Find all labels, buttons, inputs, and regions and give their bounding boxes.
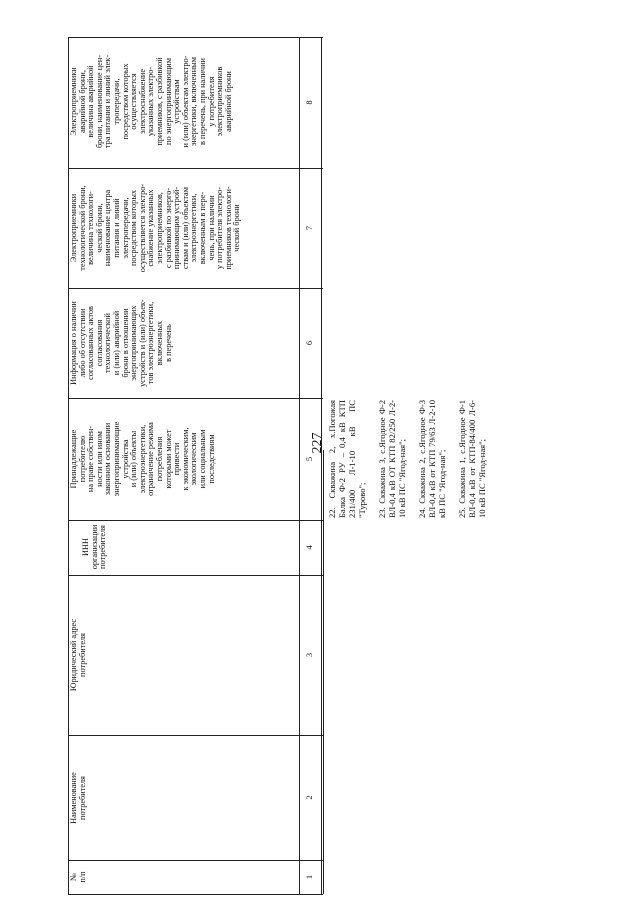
header-col-1: № п/п: [69, 871, 87, 883]
col-border-3-2: [68, 735, 323, 736]
header-row-divider: [299, 37, 300, 894]
column-number-5: 5: [304, 456, 314, 462]
list-item: 23. Скважина 3, с.Ягодное Ф-2 ВЛ-0,4 кВ ОТ КТП 82/250 Л-2-10 кВ ПС "Ягод-ная";: [377, 400, 407, 518]
header-col-6: Информация о наличии либо об отсутствии согласованных актов согласования технологической и (или) аварийной брони в отношении энергопринимающих устройств и (или) объек- тов электроэнергетики, включенных в перечень: [69, 299, 173, 387]
number-row-divider: [321, 37, 322, 894]
header-col-7: Электроприемники технологической брони, величина технологи- ческой брони, наименование центра питания и линий электропередачи, посредством которых осуществляется электро- снабжение указанных электроприемников, с разбивкой по энерго- принимающим устрой- ствам и (или) объектам электроэнергетики, включенным в пере- чень, при наличии у потребителя электро- приемников технологи- ческой брони: [69, 183, 242, 273]
column5-entries: [327, 400, 497, 518]
list-item: 22. Скважина 2, х.Погожая Балка Ф-2 РУ – 0,4 кВ КТП 231/400 Л-1-10 кВ ПС "Турово";: [327, 400, 367, 518]
column-number-2: 2: [304, 795, 314, 800]
col-border-outer-left: [68, 894, 323, 895]
column-number-1: 1: [304, 874, 314, 880]
list-item: 24. Скважина 2, с.Ягодное Ф-3 ВЛ-0,4 кВ от КТП 79/63 Л-2-10 кВ ПС "Ягод-ная";: [417, 400, 447, 518]
header-col-4: ИНН организации потребителя: [81, 524, 108, 570]
header-col-8: Электроприемники аварийной брони, величина аварийной брони, наименование цен- тра питания и линий элек- тропередачи, посредством которых осуществляется электроснабжение указанных электро- приемников, с разбивкой по энергопринимающим устройствам и (или) объектам электро- энергетики, включенным в перечень, при наличии у потребителя электроприемников аварийной брони: [69, 54, 233, 149]
column-number-8: 8: [304, 100, 314, 105]
col-border-2-1: [68, 860, 323, 861]
col-border-4-3: [68, 575, 323, 576]
list-item: 25. Скважина 1, с.Ягодное Ф-1 ВЛ-0,4 кВ от КТП-84/400 Л-6-10 кВ ПС "Ягод-ная";: [457, 400, 487, 518]
column-number-3: 3: [304, 652, 314, 658]
header-col-5: Принадлежащие потребителю на праве собствен- ности или ином законном основании энергопринимающие устройства и (или) объекты электроэнергетики, ограничение режима потребления которыми может привести к экономическим, экологическим или социальным последствиям: [69, 421, 216, 497]
column-number-4: 4: [304, 545, 314, 550]
column-number-7: 7: [304, 225, 314, 231]
col-border-6-5: [68, 398, 323, 399]
header-col-2: Наименование потребителя: [69, 772, 87, 824]
header-col-3: Юридический адрес потребителя: [69, 618, 87, 692]
table-border-bottom: [323, 450, 324, 894]
page-number: 227: [310, 432, 325, 454]
col-border-8-7: [68, 168, 323, 169]
column-number-6: 6: [304, 340, 314, 346]
col-border-7-6: [68, 288, 323, 289]
